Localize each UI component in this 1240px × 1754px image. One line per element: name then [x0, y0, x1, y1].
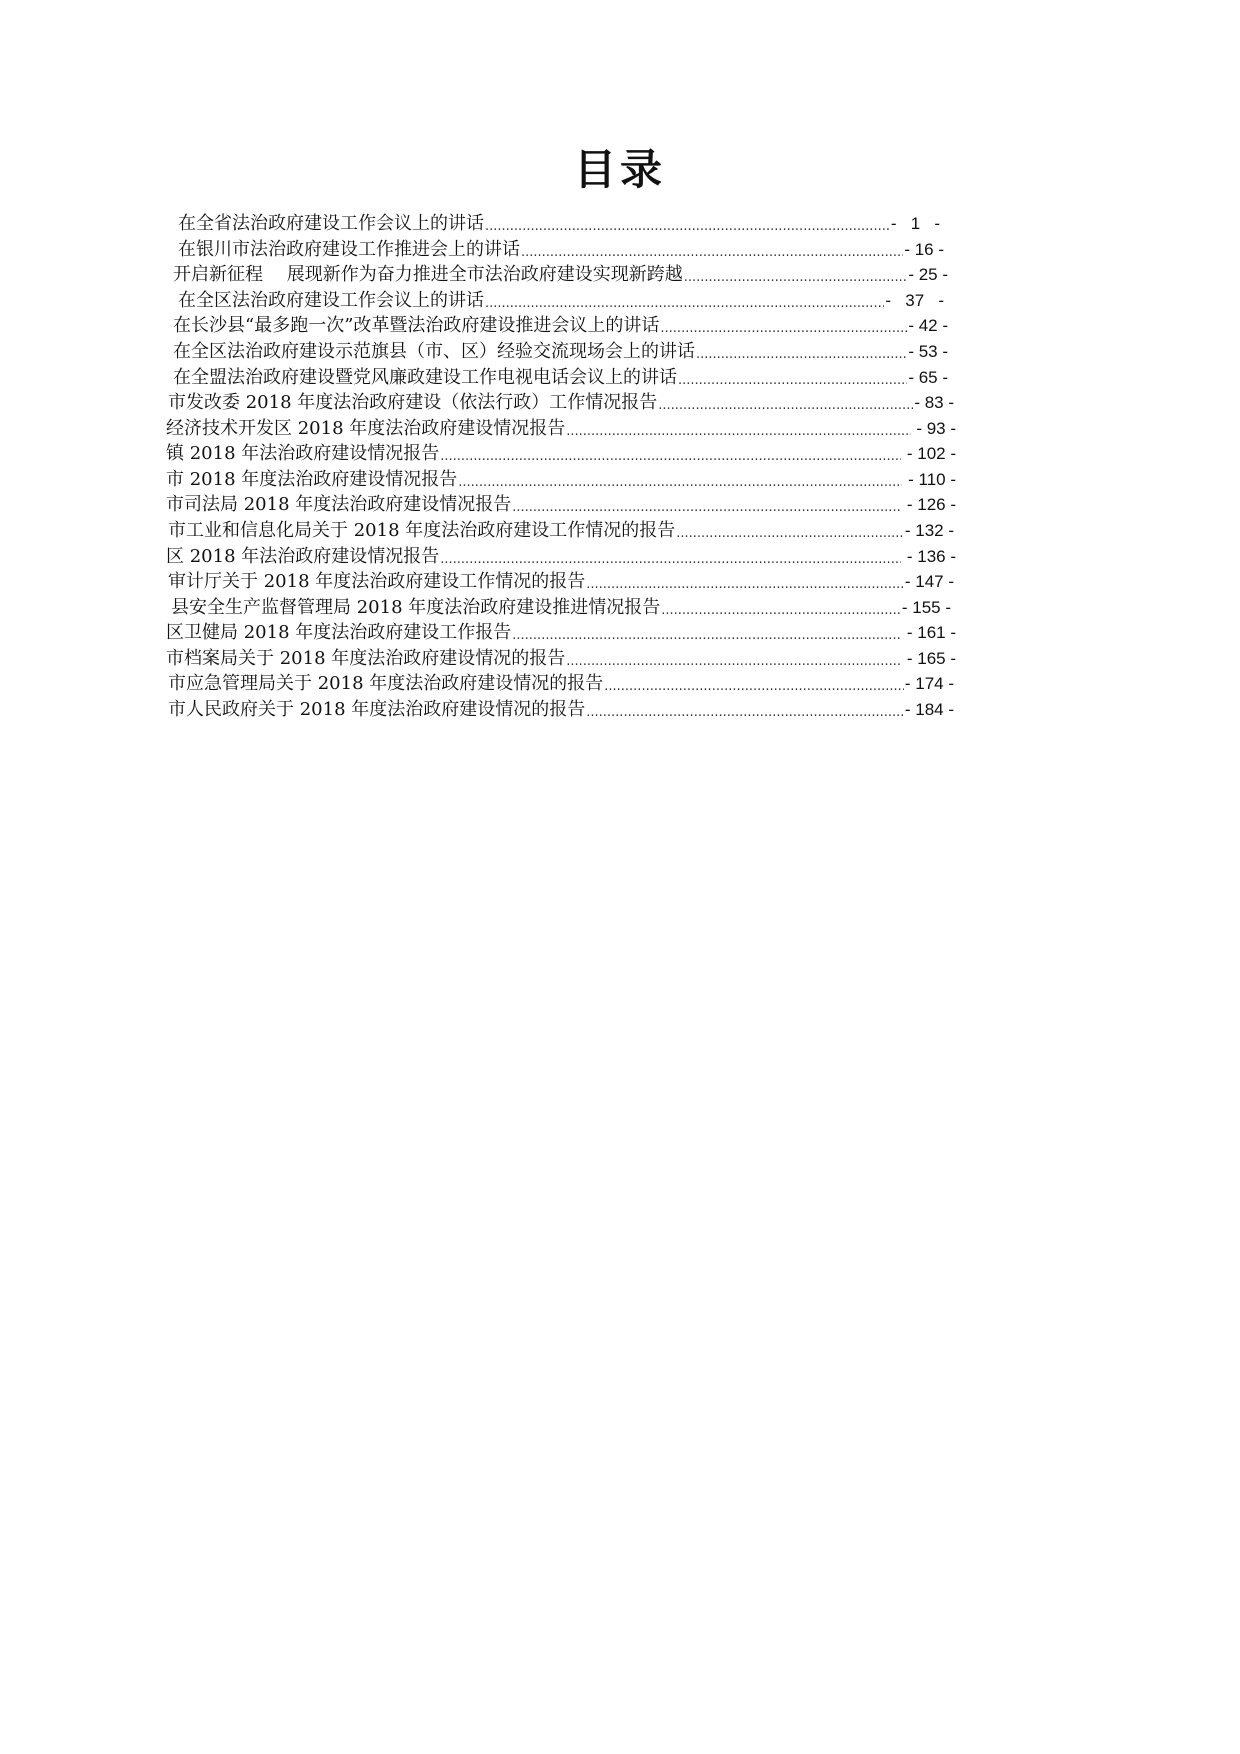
toc-entry-title: 市档案局关于 2018 年度法治政府建设情况的报告 [166, 648, 566, 669]
toc-entry-title: 市人民政府关于 2018 年度法治政府建设情况的报告 [168, 699, 586, 720]
toc-entry-title: 经济技术开发区 2018 年度法治政府建设情况报告 [166, 418, 566, 439]
toc-entry[interactable] [173, 261, 948, 289]
toc-entry-title: 在长沙县“最多跑一次”改革暨法治政府建设推进会议上的讲话 [173, 315, 660, 336]
toc-entry-title: 市司法局 2018 年度法治政府建设情况报告 [166, 494, 512, 515]
toc-entry-page: - 161 - [902, 623, 956, 642]
toc-entry[interactable] [173, 312, 948, 340]
toc-entry[interactable] [168, 696, 954, 724]
toc-entry[interactable] [173, 364, 948, 392]
toc-entry[interactable] [178, 236, 944, 264]
toc-entry-page: - 136 - [902, 547, 956, 566]
toc-entry-page: - 165 - [902, 649, 956, 668]
toc-leader-dots [512, 625, 901, 647]
toc-entry-page: - 65 - [908, 368, 948, 387]
toc-leader-dots [440, 446, 901, 468]
toc-entry-page: - 102 - [902, 444, 956, 463]
toc-entry-page: - 110 - [903, 470, 956, 489]
toc-leader-dots [660, 318, 907, 340]
toc-entry[interactable] [166, 440, 956, 468]
toc-entry-title: 在银川市法治政府建设工作推进会上的讲话 [178, 239, 520, 260]
toc-entry[interactable] [171, 594, 951, 622]
toc-leader-dots [696, 344, 907, 366]
toc-entry-title: 县安全生产监督管理局 2018 年度法治政府建设推进情况报告 [171, 597, 661, 618]
toc-entry[interactable] [166, 491, 956, 519]
toc-entry-page: - 126 - [902, 495, 956, 514]
toc-entry-page: - 42 - [908, 316, 948, 335]
toc-entry-title: 市发改委 2018 年度法治政府建设（依法行政）工作情况报告 [168, 392, 658, 413]
toc-entry-title: 审计厅关于 2018 年度法治政府建设工作情况的报告 [168, 571, 586, 592]
toc-entry-page: - 147 - [904, 572, 954, 591]
toc-entry-page: - 16 - [904, 240, 944, 259]
toc-entry[interactable] [166, 543, 956, 571]
toc-leader-dots [586, 702, 904, 724]
toc-entry-title: 区 2018 年法治政府建设情况报告 [166, 546, 440, 567]
toc-entry-title: 在全区法治政府建设示范旗县（市、区）经验交流现场会上的讲话 [173, 341, 695, 362]
toc-entry[interactable] [178, 210, 940, 238]
toc-entry[interactable] [168, 517, 954, 545]
toc-entry-page: - 83 - [914, 393, 954, 412]
toc-entry-title: 区卫健局 2018 年度法治政府建设工作报告 [166, 622, 512, 643]
toc-entry[interactable] [168, 389, 954, 417]
toc-entry[interactable] [166, 645, 956, 673]
toc-entry-page: - 132 - [904, 521, 954, 540]
toc-entry-page: - 1 - [890, 214, 940, 233]
toc-leader-dots [676, 523, 904, 545]
toc-entry-title: 开启新征程 展现新作为奋力推进全市法治政府建设实现新跨越 [173, 264, 683, 285]
toc-leader-dots [485, 216, 890, 238]
toc-entry-page: - 184 - [904, 700, 954, 719]
toc-leader-dots [586, 574, 904, 596]
toc-entry-title: 市应急管理局关于 2018 年度法治政府建设情况的报告 [168, 673, 604, 694]
toc-leader-dots [658, 395, 913, 417]
toc-entry-page: - 25 - [908, 265, 948, 284]
toc-leader-dots [512, 497, 901, 519]
toc-entry-title: 在全盟法治政府建设暨党风廉政建设工作电视电话会议上的讲话 [173, 367, 677, 388]
toc-entry-title: 在全区法治政府建设工作会议上的讲话 [178, 290, 484, 311]
toc-entry[interactable] [166, 415, 956, 443]
toc-entry[interactable] [166, 466, 956, 494]
toc-leader-dots [604, 676, 904, 698]
toc-entry-title: 镇 2018 年法治政府建设情况报告 [166, 443, 440, 464]
toc-entry-title: 市 2018 年度法治政府建设情况报告 [166, 469, 458, 490]
toc-entry[interactable] [173, 338, 948, 366]
toc-entry[interactable] [168, 568, 954, 596]
toc-entry[interactable] [166, 619, 956, 647]
toc-leader-dots [684, 267, 908, 289]
page-title: 目录 [573, 145, 666, 194]
toc-entry-title: 在全省法治政府建设工作会议上的讲话 [178, 213, 484, 234]
toc-entry[interactable] [168, 670, 954, 698]
toc-entry-title: 市工业和信息化局关于 2018 年度法治政府建设工作情况的报告 [168, 520, 676, 541]
toc-entry-page: - 37 - [885, 291, 944, 310]
toc-entry-page: - 53 - [908, 342, 948, 361]
toc-entry-page: - 155 - [901, 598, 951, 617]
toc-entry[interactable] [178, 287, 944, 315]
toc-entry-page: - 174 - [904, 674, 954, 693]
toc-entry-page: - 93 - [911, 419, 956, 438]
